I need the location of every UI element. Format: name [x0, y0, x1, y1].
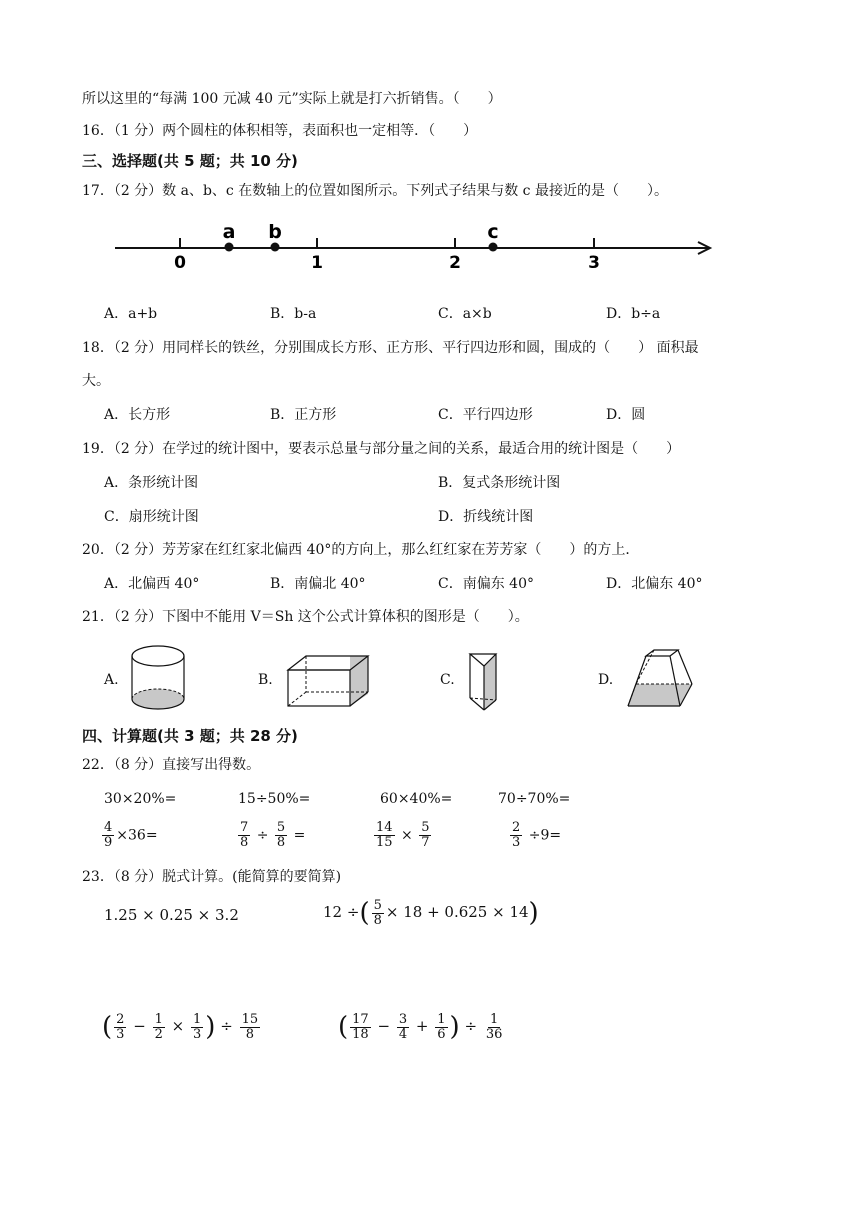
q18-option-a: A．长方形 — [104, 407, 171, 423]
cuboid-figure — [284, 652, 376, 710]
q19-stem: 19．（2 分）在学过的统计图中，要表示总量与部分量之间的关系，最适合用的统计图是（ ） — [82, 441, 681, 457]
q17-option-b: B．b-a — [270, 306, 317, 322]
point-label-a: a — [222, 221, 236, 243]
tick-label-3: 3 — [588, 253, 600, 273]
q20-option-d: D．北偏东 40° — [606, 576, 703, 592]
q19-option-b: B．复式条形统计图 — [438, 475, 561, 491]
q20-option-a: A．北偏西 40° — [104, 576, 200, 592]
q21-option-a: A. — [104, 672, 119, 688]
q22-r1-a: 30×20%= — [104, 791, 177, 807]
tick-label-1: 1 — [311, 253, 323, 273]
q22-stem: 22．（8 分）直接写出得数。 — [82, 757, 261, 773]
q17-option-d: D．b÷a — [606, 306, 661, 322]
q23-stem: 23．（8 分）脱式计算。(能简算的要简算) — [82, 869, 342, 885]
q19-option-a: A．条形统计图 — [104, 475, 199, 491]
q18-stem-line2: 大。 — [82, 373, 110, 389]
q22-r1-c: 60×40%= — [380, 791, 453, 807]
q22-r2-a: $\frac{4}{9}$ ×36= — [104, 820, 158, 850]
point-label-b: b — [268, 221, 282, 243]
q20-stem: 20．（2 分）芳芳家在红红家北偏西 40°的方向上，那么红红家在芳芳家（ ）的方上． — [82, 542, 640, 558]
q22-r2-c: $\frac{14}{15}$ × $\frac{5}{7}$ — [376, 820, 430, 850]
frustum-figure — [622, 646, 698, 712]
q17-option-a: A．a+b — [104, 306, 158, 322]
q19-option-d: D．折线统计图 — [438, 509, 534, 525]
q23-expr-1: 1.25 × 0.25 × 3.2 — [104, 906, 239, 924]
q22-r1-d: 70÷70%= — [498, 791, 571, 807]
q22-r2-d: $\frac{2}{3}$ ÷9= — [512, 820, 562, 850]
point-a — [225, 243, 234, 252]
q20-option-b: B．南偏北 40° — [270, 576, 366, 592]
number-line-figure — [110, 218, 720, 276]
q22-r2-b: $\frac{7}{8}$ ÷ $\frac{5}{8}$ = — [240, 820, 306, 850]
q17-stem: 17．（2 分）数 a、b、c 在数轴上的位置如图所示。下列式子结果与数 c 最接近的是（ ）。 — [82, 183, 668, 199]
q23-expr-3: ( $\frac{2}{3}$ − $\frac{1}{2}$ × $\frac{1}{3}$ ) ÷ $\frac{15}{8}$ — [102, 1011, 259, 1042]
section-3-title: 三、选择题(共 5 题；共 10 分) — [82, 152, 298, 170]
q21-option-d: D. — [598, 672, 614, 688]
cylinder-figure — [128, 644, 190, 714]
tick-label-2: 2 — [449, 253, 461, 273]
point-label-c: c — [487, 221, 499, 243]
section-4-title: 四、计算题(共 3 题；共 28 分) — [82, 727, 298, 745]
tick-label-0: 0 — [174, 253, 186, 273]
point-c — [489, 243, 498, 252]
q21-stem: 21．（2 分）下图中不能用 V＝Sh 这个公式计算体积的图形是（ ）。 — [82, 609, 529, 625]
q21-option-c: C. — [440, 672, 455, 688]
q19-option-c: C．扇形统计图 — [104, 509, 199, 525]
q15-tail-text: 所以这里的“每满 100 元减 40 元”实际上就是打六折销售。（ ） — [82, 91, 502, 107]
q18-option-d: D．圆 — [606, 407, 646, 423]
q23-expr-2: 12 ÷( $\frac{5}{8}$ × 18 + 0.625 × 14) — [323, 897, 539, 928]
q22-r1-b: 15÷50%= — [238, 791, 311, 807]
point-b — [271, 243, 280, 252]
q17-option-c: C．a×b — [438, 306, 492, 322]
q21-option-b: B. — [258, 672, 273, 688]
q20-option-c: C．南偏东 40° — [438, 576, 534, 592]
q23-expr-4: ( $\frac{17}{18}$ − $\frac{3}{4}$ + $\frac{1}{6}$ ) ÷ $\frac{1}{36}$ — [338, 1011, 503, 1042]
q16-text: 16．（1 分）两个圆柱的体积相等，表面积也一定相等．（ ） — [82, 123, 478, 139]
q18-stem-line1: 18．（2 分）用同样长的铁丝，分别围成长方形、正方形、平行四边形和圆，围成的（ ） 面积最 — [82, 340, 699, 356]
q18-option-c: C．平行四边形 — [438, 407, 533, 423]
q18-option-b: B．正方形 — [270, 407, 337, 423]
triangular-prism-figure — [466, 648, 506, 712]
